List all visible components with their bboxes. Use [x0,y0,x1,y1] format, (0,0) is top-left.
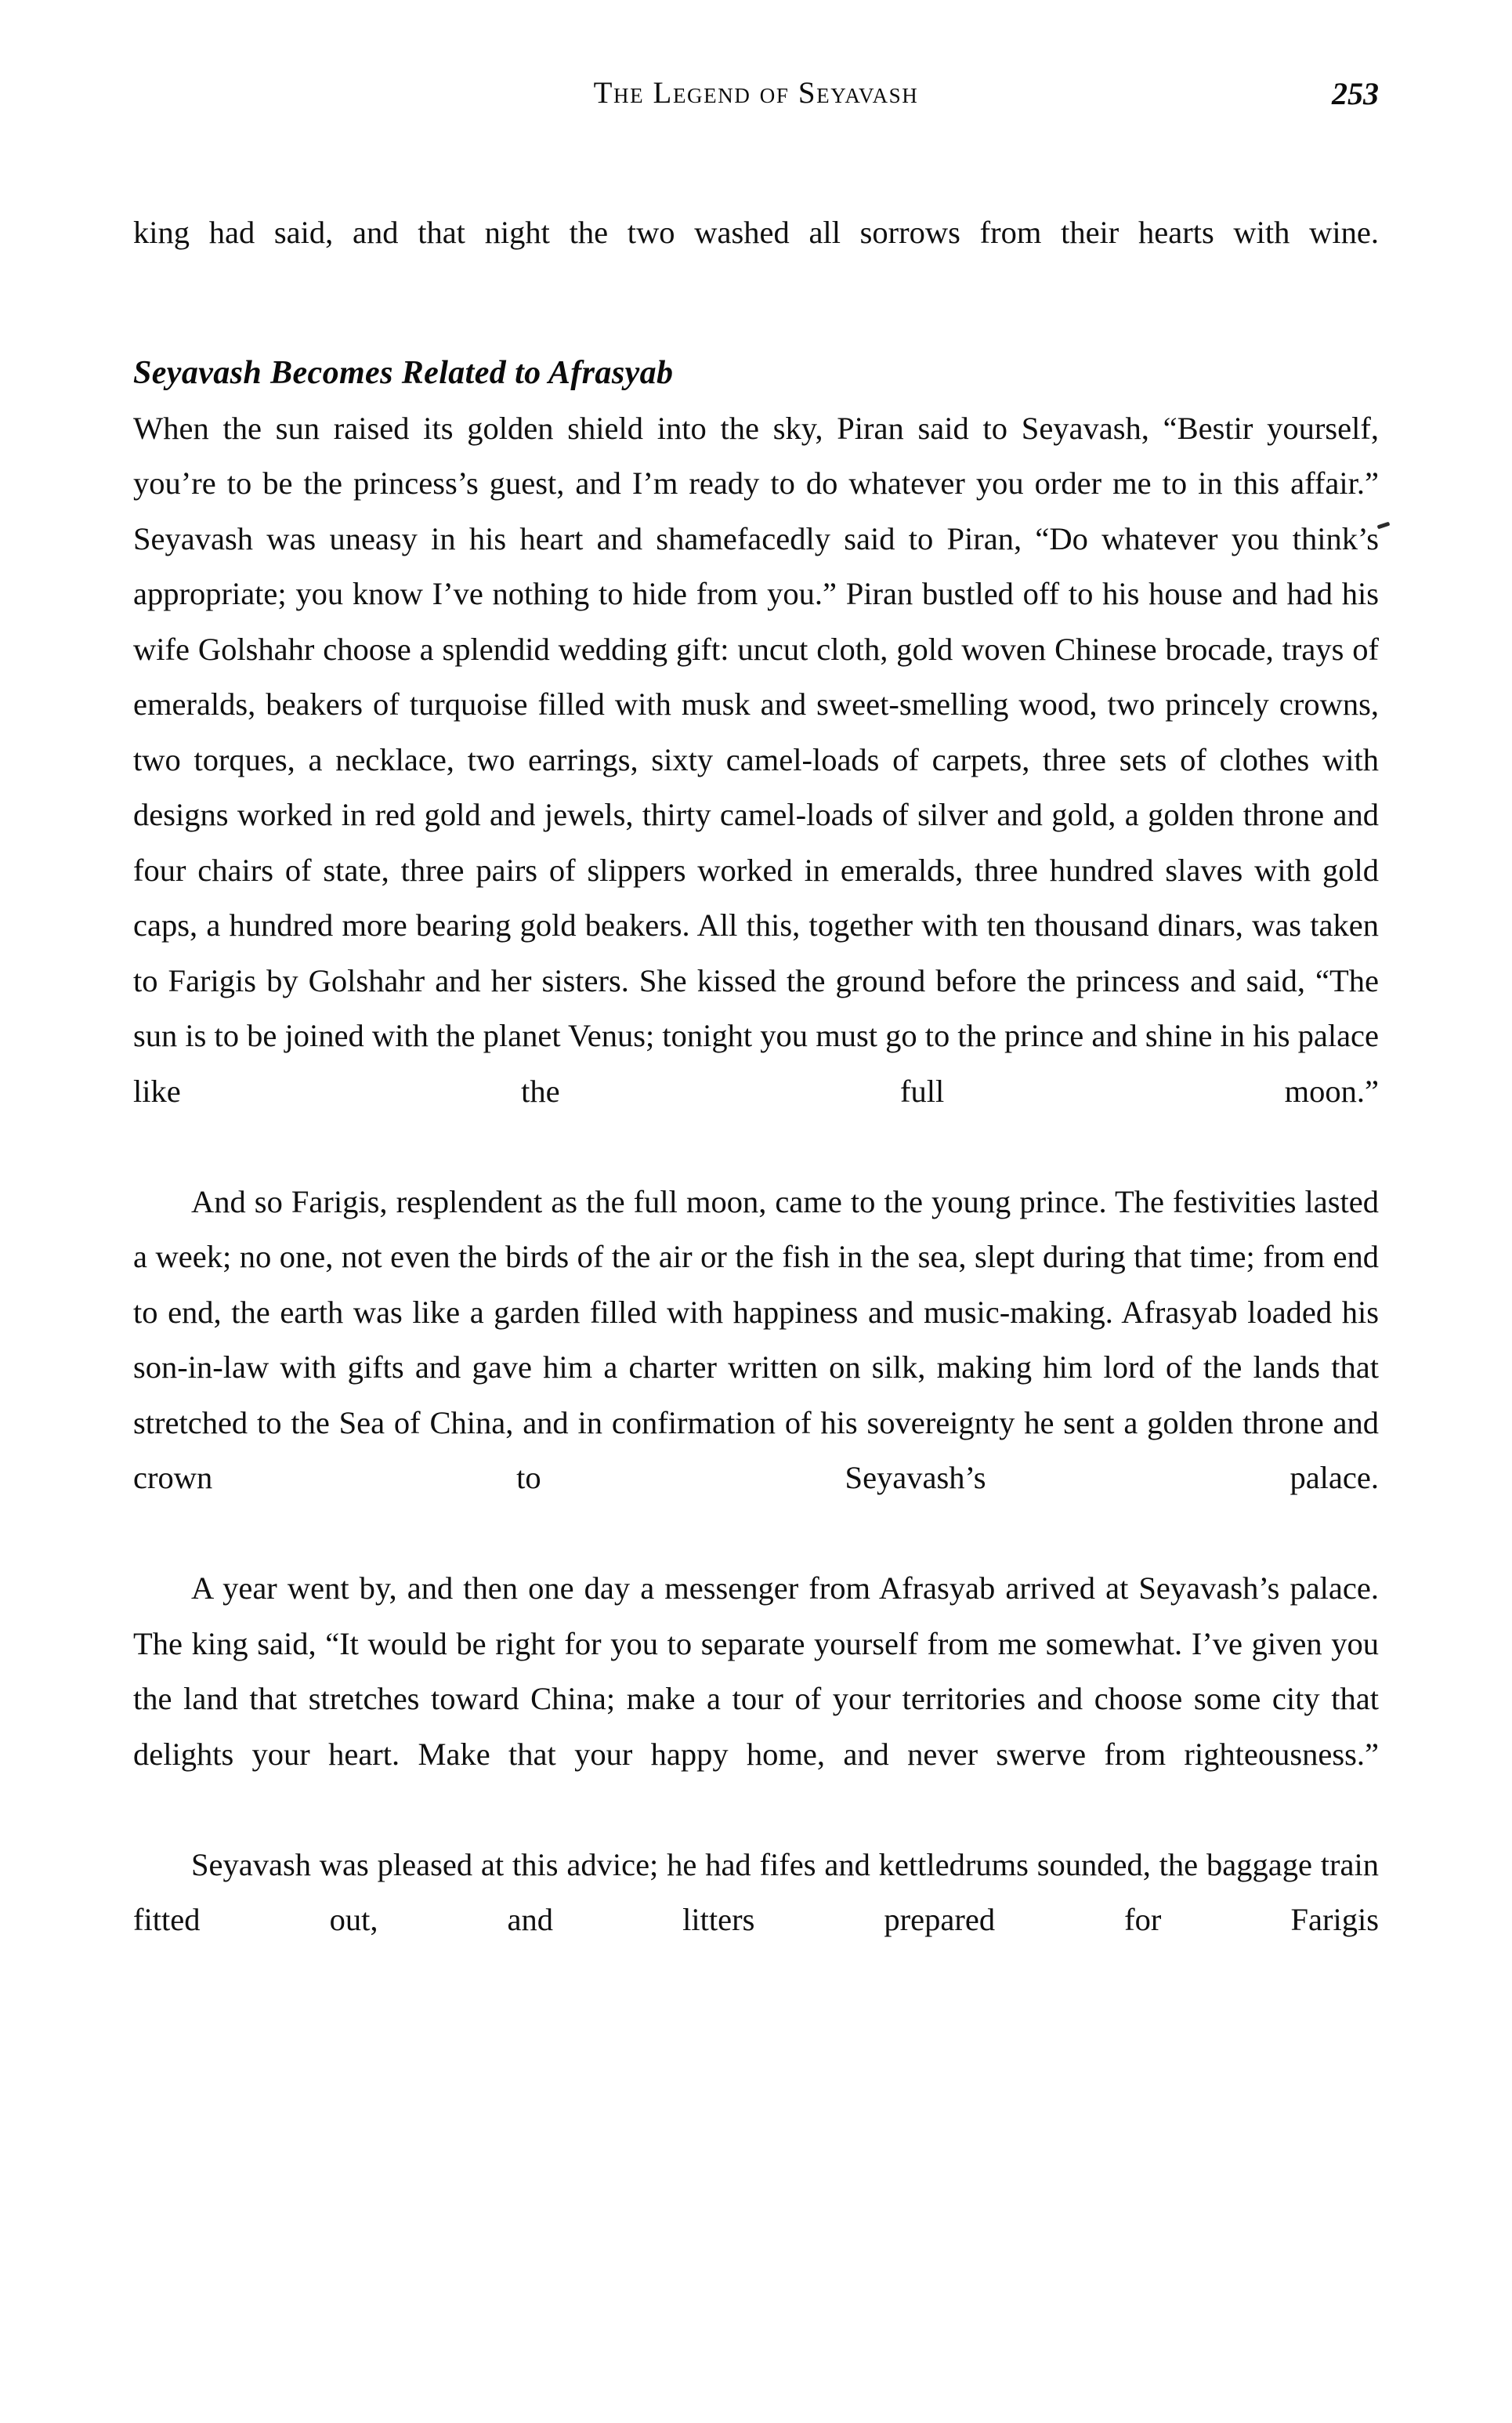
running-head [133,75,1379,122]
section-heading: Seyavash Becomes Related to Afrasyab [133,355,674,391]
running-head-title: The Legend of Seyavash [593,76,919,110]
page-number: 253 [1332,76,1379,111]
paragraph-wedding-gifts: When the sun raised its golden shield into the sky, Piran said to Seyavash, “Bestir yourself, you’re to be the princess’s guest, and I’m ready to do whatever you order me to in this affair.” Seyavash was uneasy in his heart and shamefacedly said to Piran, “Do whatever you think’s appropriate; you know I’ve nothing to hide from you.” Piran bustled off to his house and had his wife Golshahr choose a splendid wedding gift: uncut cloth, gold woven Chinese brocade, trays of emeralds, beakers of turquoise filled with musk and sweet-smelling wood, two princely crowns, two torques, a necklace, two earrings, sixty camel-loads of carpets, three sets of clothes with designs worked in red gold and jewels, thirty camel-loads of silver and gold, a golden throne and four chairs of state, three pairs of slippers worked in emeralds, three hundred slaves with gold caps, a hundred more bearing gold beakers. All this, together with ten thousand dinars, was taken to Farigis by Golshahr and her sisters. She kissed the ground before the princess and said, “The sun is to be joined with the planet Venus; tonight you must go to the prince and shine in his palace like the full moon.” [133,410,1379,1109]
text-block [133,205,1379,2003]
paragraph-festivities: And so Farigis, resplendent as the full moon, came to the young prince. The festivities lasted a week; no one, not even the birds of the air or the fish in the sea, slept during that time; from end to end, the earth was like a garden filled with happiness and music-making. Afrasyab loaded his son-in-law with gifts and gave him a charter written on silk, making him lord of the lands that stretched to the Sea of China, and in confirmation of his sovereignty he sent a golden throne and crown to Seyavash’s palace. [133,1183,1379,1495]
heading-spacer [133,316,1379,346]
scan-artifact-speck [1377,522,1391,530]
paragraph-fifes: Seyavash was pleased at this advice; he had fifes and kettledrums sounded, the baggage train fitted out, and litters prepared for Farigis [133,1846,1379,1937]
paragraph-messenger: A year went by, and then one day a messenger from Afrasyab arrived at Seyavash’s palace. The king said, “It would be right for you to separate yourself from me somewhat. I’ve given you the land that stretches toward China; make a tour of your territories and choose some city that delights your heart. Make that your happy home, and never swerve from righteousness.” [133,1570,1379,1772]
paragraph-continued: king had said, and that night the two washed all sorrows from their hearts with wine. [133,215,1379,250]
